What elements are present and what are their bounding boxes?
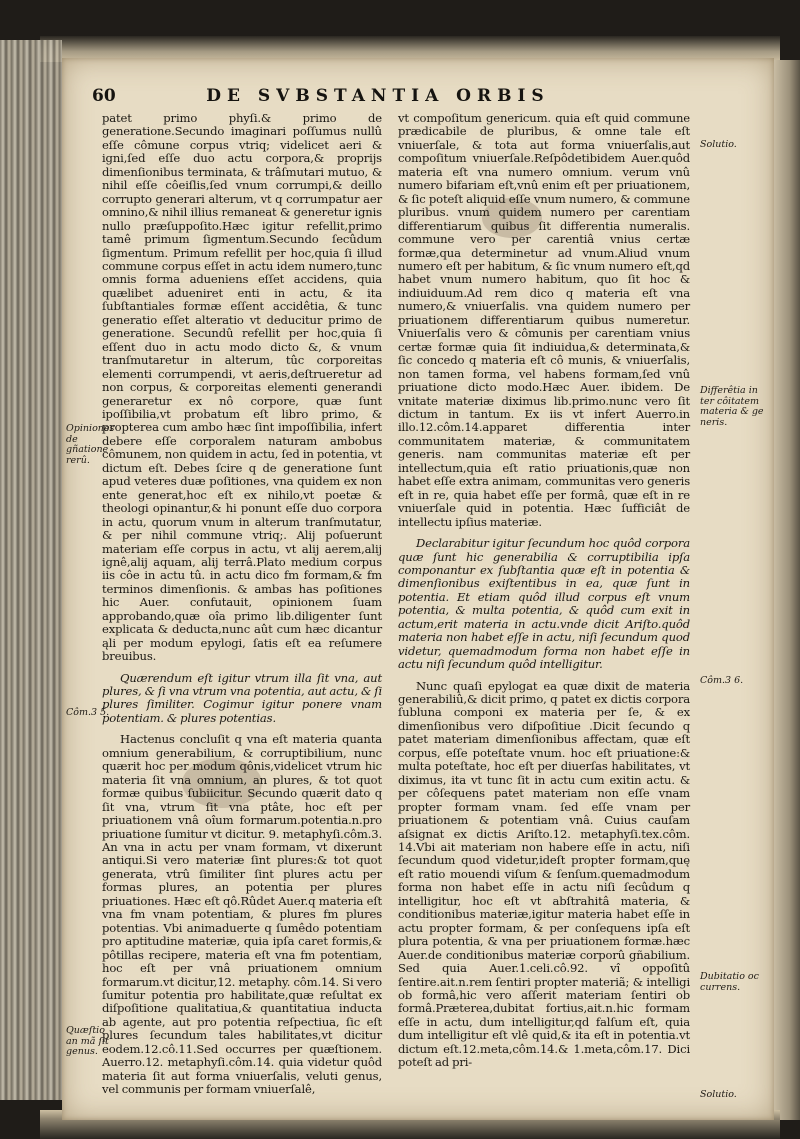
- running-title: DE SVBSTANTIA ORBIS: [206, 86, 550, 106]
- paragraph: vt compoſitum genericum. quia eſt quid commune prædicabile de pluribus, & omne tale eſt vniuerſale, & tota aut forma vniuerſalis,aut compoſitum vniuerſale.Reſpôdetibidem Auer.quôd materia eſt vna numero omnium. verum vnû numero bifariam eſt,vnû enim eſt per priuationem, & ſic poteſt aliquid eſſe vnum numero, & commune pluribus. vnum quidem numero per carentiam differentiarum quibus ſit differentia numeralis. commune vero per carentiâ vnius certæ formæ,qua determinetur ad vnum.Aliud vnum numero eſt per habitum, & ſic vnum numero eſt,qd habet vnum numero habitum, quo ſit hoc & indiuiduum.Ad rem dico q materia eſt vna numero,& vniuerſalis. vna quidem numero per priuationem differentiarum quibus numeretur. Vniuerſalis vero & cômunis per carentiam vnius certæ formæ quia ſit indiuidua,& determinata,& ſic concedo q materia eſt cô munis, & vniuerſalis, non tamen forma, vel habens formam,ſed vnû priuatione dicto modo.Hæc Auer. ibidem. De vnitate materiæ diximus lib.primo.nunc vero ſit dictum in tantum. Ex iis vt infert Auerro.in illo.12.côm.14.apparet differentia inter communitatem materiæ, & communitatem generis. nam communitas materiæ eſt per intellectum,quia eſt ratio priuationis,quæ non habet eſſe extra animam, communitas vero generis eſt in re, quia habet eſſe per formâ, quæ eſt in re vniuerſale quid in potentia. Hæc ſufficiât de intellectu ipſius materiæ.: [398, 111, 690, 529]
- page-right-edge: [774, 60, 800, 1120]
- margin-note-com6: Côm.3 6.: [700, 675, 744, 686]
- text-column-right: [398, 112, 690, 1070]
- margin-note-opiniones: Opiniones de gñatione rerû.: [66, 423, 115, 466]
- margin-note-differentia: Differêtia in ter côitatem materia & ge neris.: [700, 385, 764, 428]
- text-column-left: [102, 112, 382, 1097]
- paragraph: Nunc quaſi epylogat ea quæ dixit de materia generabiliû,& dicit primo, q patet ex dictis corpora ſubluna componi ex materia per ſe, & ex dimenſionibus vero diſpoſitiue .Dicit ſecundo q patet materiam dimenſionibus affectam, quæ eſt corpus, eſſe poteſtate vnum. hoc eſt priuatione:& multa poteſtate, hoc eſt per diuerſas habilitates, vt diximus, ita vt tunc ſit in actu cum exitin actu. & per côſequens patet materiam non eſſe vnam propter formam vnam. ſed eſſe vnam per priuationem & potentiam vnâ. Cuius cauſam aſsignat ex dictis Ariſto.12. metaphyſi.tex.côm. 14.Vbi ait materiam non habere eſſe in actu, niſi ſecundum quod videtur,ideſt propter formam,quę eſt ratio mouendi viſum & ſenſum.quemadmodum forma non habet eſſe in actu niſi ſecûdum q intelligitur, hoc eſt vt abſtrahitâ materia, & conditionibus materiæ,igitur materia habet eſſe in actu propter formam, & per conſequens ipſa eſt plura potentia, & vna per priuationem formæ.hæc Auer.de conditionibus materiæ corporû gñabilium. Sed quia Auer.1.celi.cô.92. vî oppoſitû ſentire.ait.n.rem ſentiri propter materiã; & intelligi ob formâ,hic vero aſſerit materiam ſentiri ob formâ.Præterea,dubitat fortius,ait.n.hic formam eſſe in actu, dum intelligitur,qd falſum eſt, quia dum intelligitur eſt vlê quid,& ita eſt in potentia.vt dictum eſt.12.meta,côm.14.& 1.meta,côm.17. Dici poteſt ad pri-: [398, 678, 690, 1070]
- paragraph-italic: Declarabitur igitur ſecundum hoc quôd corpora quæ ſunt hic generabilia & corruptibilia ipſa componantur ex ſubſtantia quæ eſt in potentia & dimenſionibus exiſtentibus in ea, quæ ſunt in potentia. Et etiam quôd illud corpus eſt vnum potentia, & multa potentia, & quôd cum exit in actum,erit materia in actu.vnde dicit Ariſto.quôd materia non habet eſſe in actu, niſi ſecundum quod videtur, quemadmodum forma non habet eſſe in actu niſi ſecundum quôd intelligitur.: [398, 536, 690, 672]
- margin-note-quaestio: Quæſtio an mã ſit genus.: [66, 1025, 109, 1057]
- margin-note-solutio-2: Solutio.: [700, 1089, 737, 1100]
- book-spine: [0, 40, 62, 1100]
- paragraph-italic: Quærendum eſt igitur vtrum illa ſit vna, aut plures, & ſi vna vtrum vna potentia, aut actu, & ſi plures ſimiliter. Cogimur igitur ponere vnam potentiam. & plures potentias.: [102, 670, 382, 725]
- page-number: 60: [92, 86, 116, 106]
- paragraph: Hactenus concluſit q vna eſt materia quanta omnium generabilium, & corruptibilium, nunc quærit hoc per modum qônis,videlicet vtrum hic materia ſit vna omnium, an plures, & tot quot formæ quibus ſubiicitur. Secundo quærit dato q ſit vna, vtrum ſit vna ptâte, hoc eſt per priuationem vnâ oîum formarum.potentia.n.pro priuatione ſumitur vt dicitur. 9. metaphyſi.côm.3. An vna in actu per vnam formam, vt dixerunt antiqui.Si vero materiæ ſint plures:& tot quot generata, vtrû ſimiliter ſint plures actu per formas plures, an potentia per plures priuationes. Hæc eſt qô.Rûdet Auer.q materia eſt vna fm vnam potentiam, & plures fm plures potentias. Vbi animaduerte q ſumêdo potentiam pro aptitudine materiæ, quia ipſa caret formis,& pôtillas recipere, materia eſt vna fm potentiam, hoc eſt per vnâ priuationem omnium formarum.vt dicitur,12. metaphy. côm.14. Si vero ſumitur potentia pro habilitate,quæ reſultat ex diſpoſitione qualitatiua,& quantitatiua inducta ab agente, aut pro potentia reſpectiua, ſic eſt plures ſecundum tales habilitates,vt dicitur eodem.12.cô.11.Sed occurres per quæſtionem. Auerro.12. metaphyſi.côm.14. quia videtur quôd materia ſit aut forma vniuerſalis, veluti genus, vel communis per formam vniuerſalê,: [102, 732, 382, 1097]
- margin-note-dubitatio: Dubitatio oc currens.: [700, 971, 759, 993]
- book-page: [62, 58, 774, 1120]
- margin-note-solutio: Solutio.: [700, 139, 737, 150]
- paragraph: patet primo phyſi.& primo de generatione.Secundo imaginari poſſumus nullû eſſe cômune corpus vtriq; videlicet aeri & igni,ſed eſſe duo actu corpora,& proprijs dimenſionibus terminata, & trâſmutari mutuo, & nihil eſſe côeiſlis,ſed vnum corrumpi,& deillo corrupto generari alterum, vt q corrumpatur aer omnino,& nihil illius remaneat & generetur ignis nullo præſuppoſito.Hæc igitur refellit,primo tamê primum ſigmentum.Secundo ſecûdum ſigmentum. Primum refellit per hoc,quia ſi illud commune corpus eſſet in actu idem numero,tunc omnis forma adueniens eſſet accidens, quia quælibet adueniret enti in actu, & ita ſubſtantiales formæ eſſent accidêtia, & tunc generatio eſſet alteratio vt deducitur primo de generatione. Secundû refellit per hoc,quia ſi eſſent duo in actu modo dicto &, & vnum tranſmutaretur in alterum, tûc corporeitas elementi corrumpendi, vt aeris,deſtrueretur ad non corpus, & corporeitas elementi generandi generaretur ex nô corpore, quæ ſunt ipoſſibilia,vt probatum eſt libro primo, & propterea cum ambo hæc ſint impoſſibilia, infert debere eſſe corporalem naturam ambobus cômunem, non quidem in actu, ſed in potentia, vt dictum eſt. Debes ſcire q de generatione ſunt apud veteres duæ poſitiones, vna quidem ex non ente generat,hoc eſt ex nihilo,vt poetæ & theologi opinantur,& hi ponunt eſſe duo corpora in actu, quorum vnum in alterum tranſmutatur, & per nihil commune vtriq;. Alij poſuerunt materiam eſſe corpus in actu, vt alij aerem,alij ignê,alij aquam, alij terrâ.Plato medium corpus iis côe in actu tû. in actu dico fm formam,& fm terminos dimenſionis. & ambas has poſitiones hic Auer. confutauit, opinionem ſuam approbando,quæ oîa primo lib.diligenter ſunt explicata & deducta,nunc aût cum hæc dicantur ąli per modum epylogi, ſatis eſt ea reſumere breuibus.: [102, 111, 382, 664]
- margin-note-com5: Côm.3 5.: [66, 707, 110, 718]
